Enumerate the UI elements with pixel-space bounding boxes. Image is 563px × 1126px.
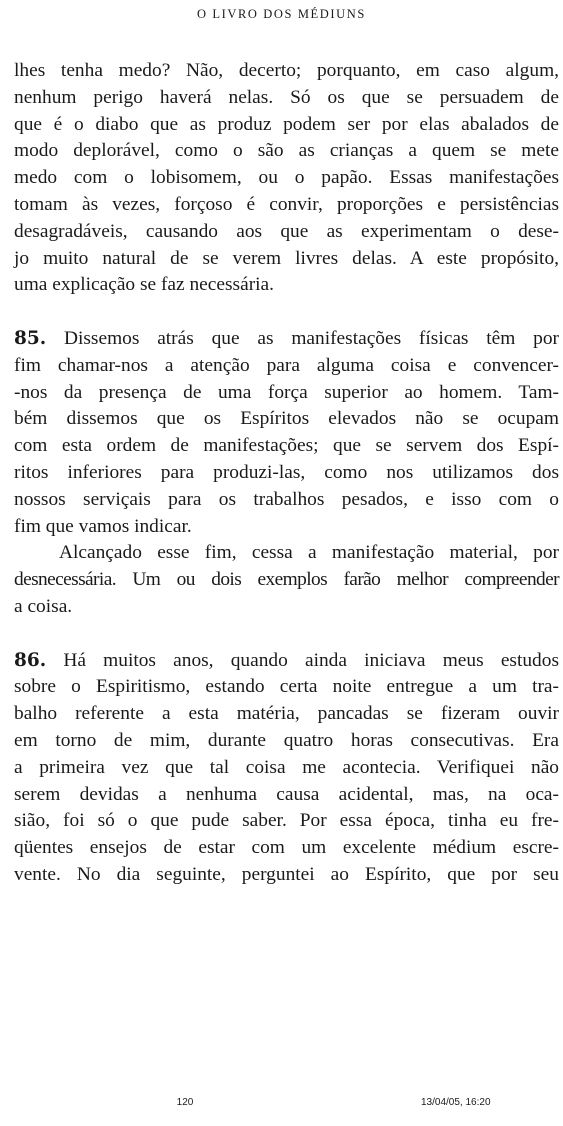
section-86 <box>14 648 559 889</box>
text-line <box>14 648 559 675</box>
text-line: medo com o lobisomem, ou o papão. Essas manifestações <box>14 167 559 189</box>
text-line: fim chamar-nos a atenção para alguma coisa e convencer- <box>14 354 559 376</box>
text-line: desnecessária. Um ou dois exemplos farão melhor compreender <box>14 569 559 591</box>
body-text <box>14 58 559 889</box>
page-number: 120 <box>176 1097 194 1108</box>
text-line-content: Há muitos anos, quando ainda iniciava meus estudos <box>63 649 559 671</box>
text-line: a primeira vez que tal coisa me acontecia. Verifiquei não <box>14 756 559 778</box>
text-line: com esta ordem de manifestações; que se servem dos Espí- <box>14 435 559 457</box>
text-line: tomam às vezes, forçoso é convir, proporções e persistências <box>14 193 559 215</box>
item-number: 85. <box>14 327 47 349</box>
text-line: -nos da presença de uma força superior ao homem. Tam- <box>14 381 559 403</box>
print-timestamp: 13/04/05, 16:20 <box>421 1097 491 1108</box>
text-line: lhes tenha medo? Não, decerto; porquanto, em caso algum, <box>14 60 559 81</box>
text-line: serem devidas a nenhuma causa acidental, mas, na oca- <box>14 783 559 805</box>
text-line: fim que vamos indicar. <box>14 515 192 537</box>
text-line: Alcançado esse fim, cessa a manifestação material, por <box>59 542 559 564</box>
text-line: sobre o Espiritismo, estando certa noite entregue a um tra- <box>14 676 559 698</box>
paragraph-continued <box>14 58 559 299</box>
text-line: jo muito natural de se verem livres delas. A este propósito, <box>14 247 559 269</box>
running-header-title: O LIVRO DOS MÉDIUNS <box>197 7 366 21</box>
text-line: sião, foi só o que pude saber. Por essa época, tinha eu fre- <box>14 810 559 832</box>
text-line: a coisa. <box>14 595 73 617</box>
text-line: balho referente a esta matéria, pancadas se fizeram ouvir <box>14 703 559 725</box>
text-line: qüentes ensejos de estar com um excelente médium escre- <box>14 837 559 859</box>
text-line: nossos serviçais para os trabalhos pesados, e isso com o <box>14 488 559 510</box>
text-line: que é o diabo que as produz podem ser por elas abalados de <box>14 113 559 135</box>
text-line: desagradáveis, causando aos que as experimentam o dese- <box>14 220 559 242</box>
section-85 <box>14 326 559 621</box>
paragraph-gap <box>14 299 559 326</box>
paragraph-gap <box>14 621 559 648</box>
text-line: nenhum perigo haverá nelas. Só os que se persuadem de <box>14 86 559 108</box>
text-line: ritos inferiores para produzi-las, como nos utilizamos dos <box>14 461 559 483</box>
text-line-content: Dissemos atrás que as manifestações físicas têm por <box>63 327 559 349</box>
text-line: modo deplorável, como o são as crianças a quem se mete <box>14 140 559 162</box>
text-line: bém dissemos que os Espíritos elevados não se ocupam <box>14 408 559 430</box>
item-number: 86. <box>14 649 47 671</box>
text-line: uma explicação se faz necessária. <box>14 274 275 296</box>
text-line <box>14 326 559 353</box>
text-line: em torno de mim, durante quatro horas consecutivas. Era <box>14 729 559 751</box>
text-line: vente. No dia seguinte, perguntei ao Espírito, que por seu <box>14 863 559 885</box>
